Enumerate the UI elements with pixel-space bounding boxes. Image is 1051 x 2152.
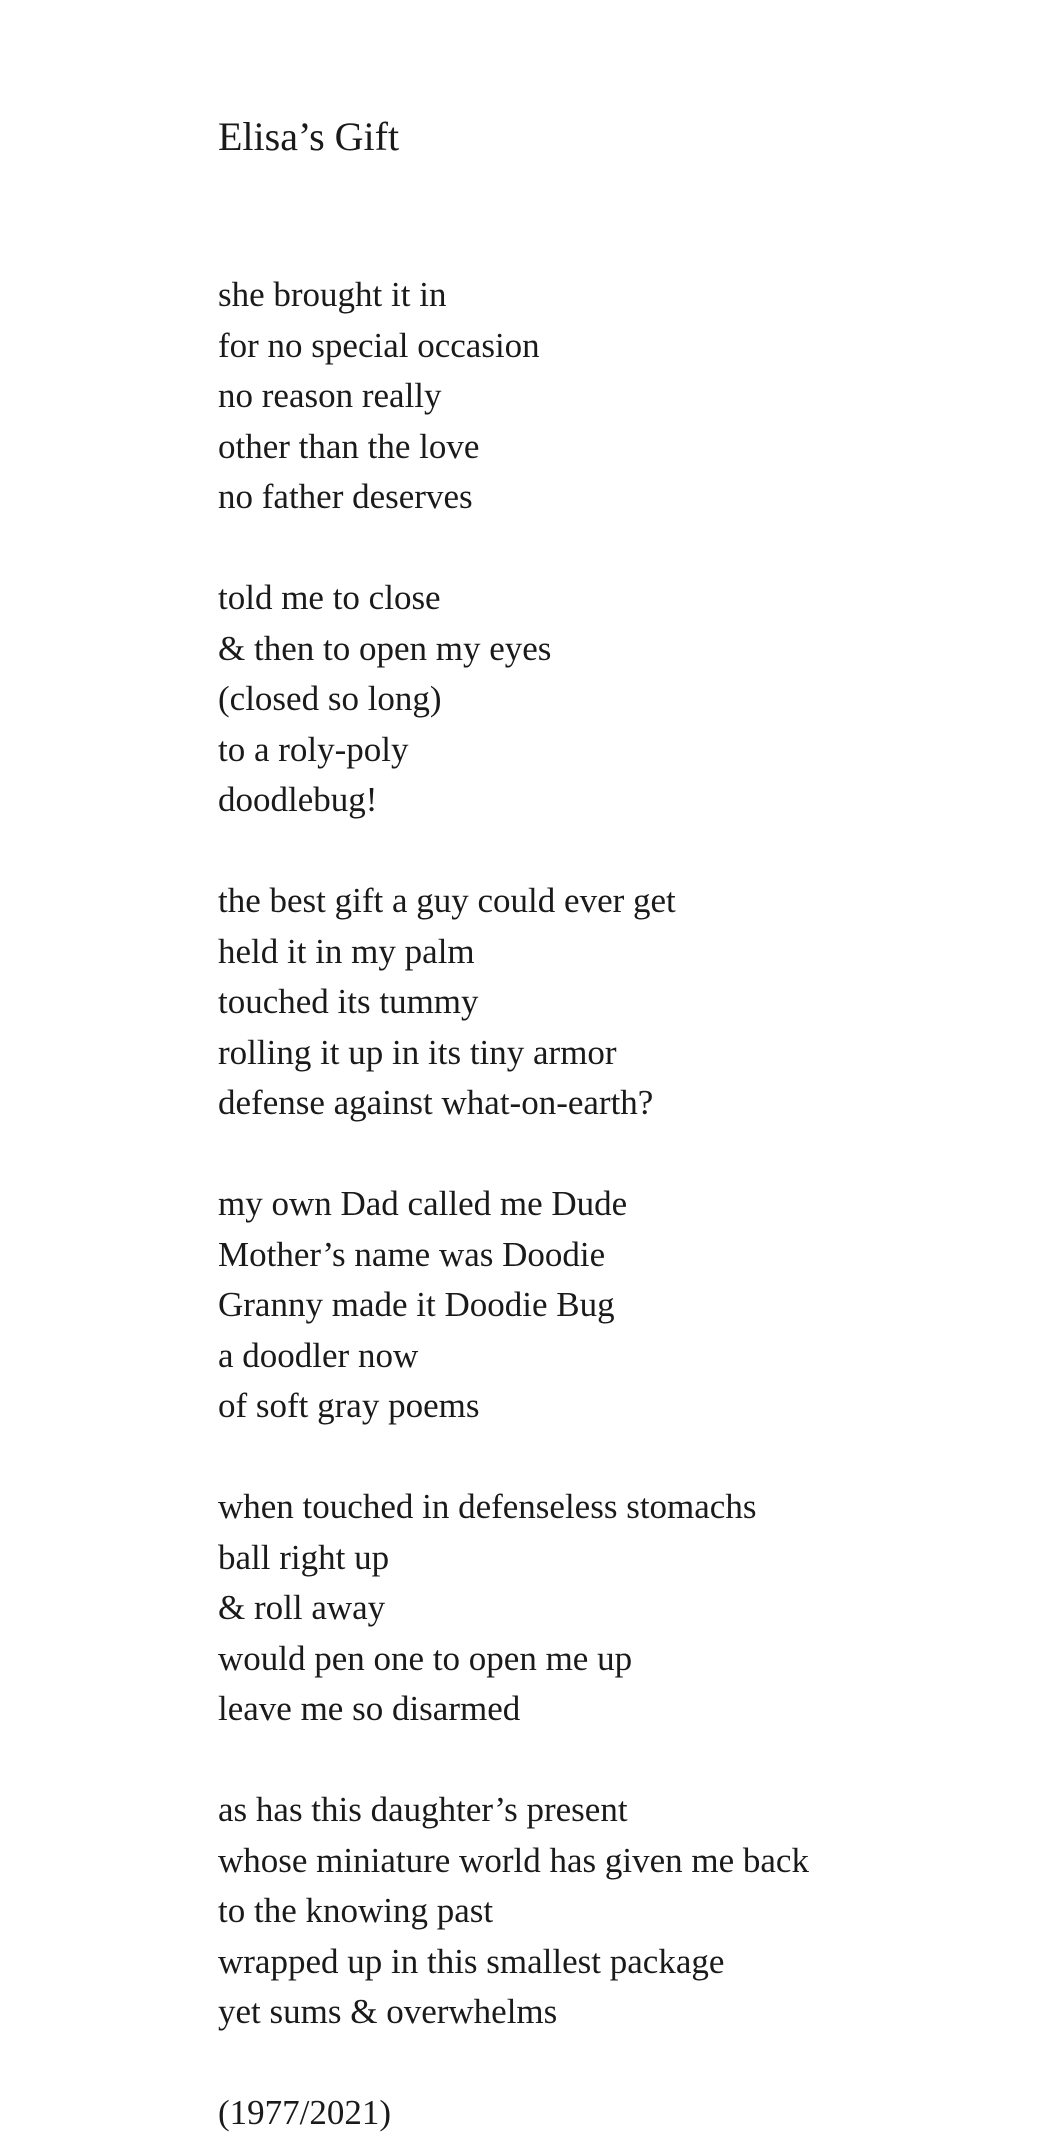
stanza-4 xyxy=(218,1179,627,1432)
poem-line: to a roly-poly xyxy=(218,729,409,769)
poem-line: yet sums & overwhelms xyxy=(218,1992,558,2031)
poem-line: when touched in defenseless stomachs xyxy=(218,1487,757,1526)
poem-line: whose miniature world has given me back xyxy=(218,1840,809,1880)
poem-line: no father deserves xyxy=(218,477,473,516)
stanza-1 xyxy=(218,270,540,523)
poem-line: to the knowing past xyxy=(218,1891,494,1930)
poem-title: Elisa’s Gift xyxy=(218,114,400,159)
poem-line: a doodler now xyxy=(218,1335,419,1375)
poem-line: doodlebug! xyxy=(218,780,378,819)
poem-line: defense against what-on-earth? xyxy=(218,1083,654,1122)
poem-line: & then to open my eyes xyxy=(218,628,552,668)
poem-line: would pen one to open me up xyxy=(218,1638,633,1678)
poem-line: (closed so long) xyxy=(218,679,442,718)
poem-line: told me to close xyxy=(218,578,441,617)
poem-date: (1977/2021) xyxy=(218,2093,392,2132)
poem-line: & roll away xyxy=(218,1588,386,1627)
poem-line: other than the love xyxy=(218,426,480,466)
poem-line: Mother’s name was Doodie xyxy=(218,1234,606,1274)
poem-line: Granny made it Doodie Bug xyxy=(218,1285,615,1324)
poem-line: my own Dad called me Dude xyxy=(218,1184,628,1223)
poem-line: of soft gray poems xyxy=(218,1386,480,1425)
poem-line: no reason really xyxy=(218,376,442,415)
poem-line: for no special occasion xyxy=(218,325,540,365)
poem-line: as has this daughter’s present xyxy=(218,1790,628,1829)
stanza-3 xyxy=(218,876,676,1129)
poem-line: the best gift a guy could ever get xyxy=(218,881,676,920)
poem-line: leave me so disarmed xyxy=(218,1689,521,1728)
stanza-5 xyxy=(218,1482,756,1735)
stanza-2 xyxy=(218,573,551,826)
poem-line: wrapped up in this smallest package xyxy=(218,1941,725,1981)
stanza-6 xyxy=(218,1785,809,2038)
poem-line: touched its tummy xyxy=(218,982,479,1021)
poem-line: ball right up xyxy=(218,1537,390,1577)
poem-line: held it in my palm xyxy=(218,931,475,971)
poem-line: rolling it up in its tiny armor xyxy=(218,1032,617,1072)
poem-line: she brought it in xyxy=(218,275,447,314)
